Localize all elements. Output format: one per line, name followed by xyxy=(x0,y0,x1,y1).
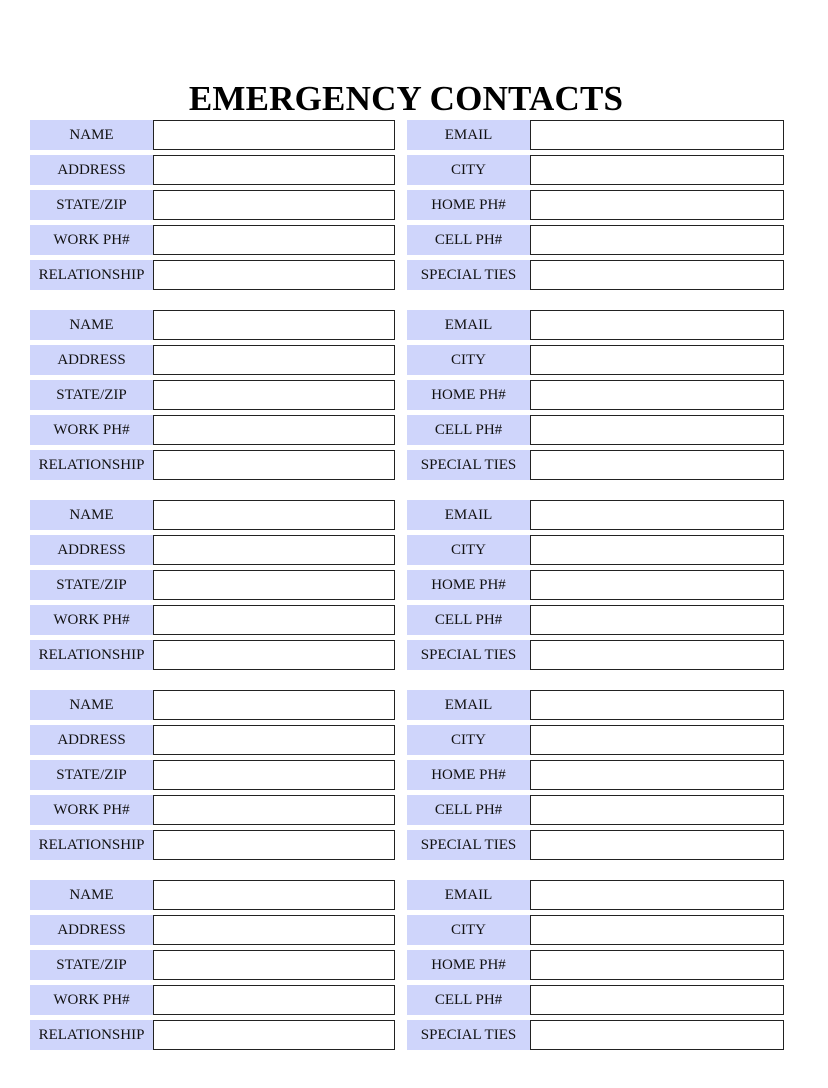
email-label: EMAIL xyxy=(407,690,530,720)
special-ties-input[interactable] xyxy=(530,450,784,480)
cell-ph-input[interactable] xyxy=(530,605,784,635)
city-input[interactable] xyxy=(530,915,784,945)
special-ties-input[interactable] xyxy=(530,830,784,860)
relationship-input[interactable] xyxy=(153,450,395,480)
state-zip-input[interactable] xyxy=(153,570,395,600)
special-ties-label: SPECIAL TIES xyxy=(407,450,530,480)
address-field-wrapper xyxy=(153,345,407,375)
cell-ph-field-wrapper xyxy=(530,415,784,445)
relationship-field-wrapper xyxy=(153,260,407,290)
work-ph-label: WORK PH# xyxy=(30,605,153,635)
city-label: CITY xyxy=(407,345,530,375)
home-ph-label: HOME PH# xyxy=(407,380,530,410)
work-ph-input[interactable] xyxy=(153,225,395,255)
contacts-form xyxy=(30,120,784,1070)
home-ph-label: HOME PH# xyxy=(407,760,530,790)
email-label: EMAIL xyxy=(407,880,530,910)
relationship-label: RELATIONSHIP xyxy=(30,640,153,670)
name-field-wrapper xyxy=(153,310,407,340)
city-label: CITY xyxy=(407,155,530,185)
relationship-field-wrapper xyxy=(153,830,407,860)
special-ties-label: SPECIAL TIES xyxy=(407,1020,530,1050)
home-ph-field-wrapper xyxy=(530,380,784,410)
home-ph-label: HOME PH# xyxy=(407,570,530,600)
relationship-label: RELATIONSHIP xyxy=(30,450,153,480)
work-ph-input[interactable] xyxy=(153,605,395,635)
address-label: ADDRESS xyxy=(30,535,153,565)
page-title: EMERGENCY CONTACTS xyxy=(188,79,624,119)
address-input[interactable] xyxy=(153,535,395,565)
city-input[interactable] xyxy=(530,725,784,755)
work-ph-field-wrapper xyxy=(153,225,407,255)
home-ph-field-wrapper xyxy=(530,570,784,600)
state-zip-input[interactable] xyxy=(153,950,395,980)
special-ties-label: SPECIAL TIES xyxy=(407,830,530,860)
address-field-wrapper xyxy=(153,915,407,945)
special-ties-field-wrapper xyxy=(530,260,784,290)
home-ph-field-wrapper xyxy=(530,190,784,220)
work-ph-field-wrapper xyxy=(153,415,407,445)
work-ph-label: WORK PH# xyxy=(30,225,153,255)
city-label: CITY xyxy=(407,725,530,755)
email-field-wrapper xyxy=(530,690,784,720)
state-zip-label: STATE/ZIP xyxy=(30,570,153,600)
relationship-field-wrapper xyxy=(153,1020,407,1050)
name-field-wrapper xyxy=(153,120,407,150)
email-label: EMAIL xyxy=(407,500,530,530)
home-ph-label: HOME PH# xyxy=(407,950,530,980)
name-input[interactable] xyxy=(153,500,395,530)
email-field-wrapper xyxy=(530,500,784,530)
work-ph-field-wrapper xyxy=(153,605,407,635)
home-ph-input[interactable] xyxy=(530,190,784,220)
name-field-wrapper xyxy=(153,690,407,720)
city-input[interactable] xyxy=(530,155,784,185)
cell-ph-label: CELL PH# xyxy=(407,415,530,445)
state-zip-field-wrapper xyxy=(153,950,407,980)
address-label: ADDRESS xyxy=(30,915,153,945)
city-field-wrapper xyxy=(530,915,784,945)
name-label: NAME xyxy=(30,880,153,910)
home-ph-input[interactable] xyxy=(530,570,784,600)
contact-block-4 xyxy=(30,690,784,860)
relationship-input[interactable] xyxy=(153,1020,395,1050)
special-ties-field-wrapper xyxy=(530,1020,784,1050)
address-label: ADDRESS xyxy=(30,725,153,755)
work-ph-field-wrapper xyxy=(153,985,407,1015)
contact-block-5 xyxy=(30,880,784,1050)
special-ties-input[interactable] xyxy=(530,1020,784,1050)
special-ties-field-wrapper xyxy=(530,450,784,480)
city-label: CITY xyxy=(407,915,530,945)
contact-block-3 xyxy=(30,500,784,670)
special-ties-label: SPECIAL TIES xyxy=(407,260,530,290)
cell-ph-input[interactable] xyxy=(530,985,784,1015)
home-ph-field-wrapper xyxy=(530,760,784,790)
email-label: EMAIL xyxy=(407,120,530,150)
name-input[interactable] xyxy=(153,880,395,910)
work-ph-label: WORK PH# xyxy=(30,415,153,445)
relationship-input[interactable] xyxy=(153,640,395,670)
home-ph-input[interactable] xyxy=(530,950,784,980)
cell-ph-label: CELL PH# xyxy=(407,605,530,635)
home-ph-label: HOME PH# xyxy=(407,190,530,220)
city-field-wrapper xyxy=(530,535,784,565)
cell-ph-label: CELL PH# xyxy=(407,795,530,825)
cell-ph-field-wrapper xyxy=(530,605,784,635)
cell-ph-label: CELL PH# xyxy=(407,985,530,1015)
email-input[interactable] xyxy=(530,690,784,720)
work-ph-label: WORK PH# xyxy=(30,985,153,1015)
home-ph-field-wrapper xyxy=(530,950,784,980)
work-ph-input[interactable] xyxy=(153,795,395,825)
city-input[interactable] xyxy=(530,345,784,375)
cell-ph-field-wrapper xyxy=(530,795,784,825)
state-zip-input[interactable] xyxy=(153,380,395,410)
home-ph-input[interactable] xyxy=(530,380,784,410)
special-ties-label: SPECIAL TIES xyxy=(407,640,530,670)
work-ph-field-wrapper xyxy=(153,795,407,825)
name-label: NAME xyxy=(30,690,153,720)
state-zip-field-wrapper xyxy=(153,380,407,410)
cell-ph-label: CELL PH# xyxy=(407,225,530,255)
special-ties-input[interactable] xyxy=(530,640,784,670)
name-label: NAME xyxy=(30,120,153,150)
cell-ph-input[interactable] xyxy=(530,795,784,825)
work-ph-input[interactable] xyxy=(153,415,395,445)
special-ties-field-wrapper xyxy=(530,640,784,670)
work-ph-label: WORK PH# xyxy=(30,795,153,825)
relationship-label: RELATIONSHIP xyxy=(30,830,153,860)
cell-ph-field-wrapper xyxy=(530,225,784,255)
special-ties-input[interactable] xyxy=(530,260,784,290)
address-input[interactable] xyxy=(153,725,395,755)
address-field-wrapper xyxy=(153,535,407,565)
address-field-wrapper xyxy=(153,725,407,755)
relationship-field-wrapper xyxy=(153,640,407,670)
email-label: EMAIL xyxy=(407,310,530,340)
city-field-wrapper xyxy=(530,155,784,185)
contact-block-1 xyxy=(30,120,784,290)
contact-block-2 xyxy=(30,310,784,480)
address-label: ADDRESS xyxy=(30,345,153,375)
name-field-wrapper xyxy=(153,500,407,530)
email-input[interactable] xyxy=(530,880,784,910)
email-input[interactable] xyxy=(530,120,784,150)
name-input[interactable] xyxy=(153,310,395,340)
address-input[interactable] xyxy=(153,155,395,185)
state-zip-label: STATE/ZIP xyxy=(30,380,153,410)
work-ph-input[interactable] xyxy=(153,985,395,1015)
email-field-wrapper xyxy=(530,120,784,150)
address-input[interactable] xyxy=(153,345,395,375)
email-field-wrapper xyxy=(530,310,784,340)
email-field-wrapper xyxy=(530,880,784,910)
state-zip-label: STATE/ZIP xyxy=(30,950,153,980)
name-label: NAME xyxy=(30,310,153,340)
cell-ph-field-wrapper xyxy=(530,985,784,1015)
email-input[interactable] xyxy=(530,500,784,530)
state-zip-input[interactable] xyxy=(153,190,395,220)
name-field-wrapper xyxy=(153,880,407,910)
state-zip-label: STATE/ZIP xyxy=(30,190,153,220)
city-field-wrapper xyxy=(530,345,784,375)
city-input[interactable] xyxy=(530,535,784,565)
home-ph-input[interactable] xyxy=(530,760,784,790)
relationship-input[interactable] xyxy=(153,830,395,860)
city-label: CITY xyxy=(407,535,530,565)
relationship-label: RELATIONSHIP xyxy=(30,1020,153,1050)
address-label: ADDRESS xyxy=(30,155,153,185)
name-label: NAME xyxy=(30,500,153,530)
special-ties-field-wrapper xyxy=(530,830,784,860)
address-field-wrapper xyxy=(153,155,407,185)
email-input[interactable] xyxy=(530,310,784,340)
cell-ph-input[interactable] xyxy=(530,225,784,255)
state-zip-input[interactable] xyxy=(153,760,395,790)
city-field-wrapper xyxy=(530,725,784,755)
relationship-label: RELATIONSHIP xyxy=(30,260,153,290)
address-input[interactable] xyxy=(153,915,395,945)
state-zip-field-wrapper xyxy=(153,760,407,790)
state-zip-field-wrapper xyxy=(153,190,407,220)
relationship-field-wrapper xyxy=(153,450,407,480)
state-zip-label: STATE/ZIP xyxy=(30,760,153,790)
name-input[interactable] xyxy=(153,120,395,150)
state-zip-field-wrapper xyxy=(153,570,407,600)
cell-ph-input[interactable] xyxy=(530,415,784,445)
name-input[interactable] xyxy=(153,690,395,720)
relationship-input[interactable] xyxy=(153,260,395,290)
